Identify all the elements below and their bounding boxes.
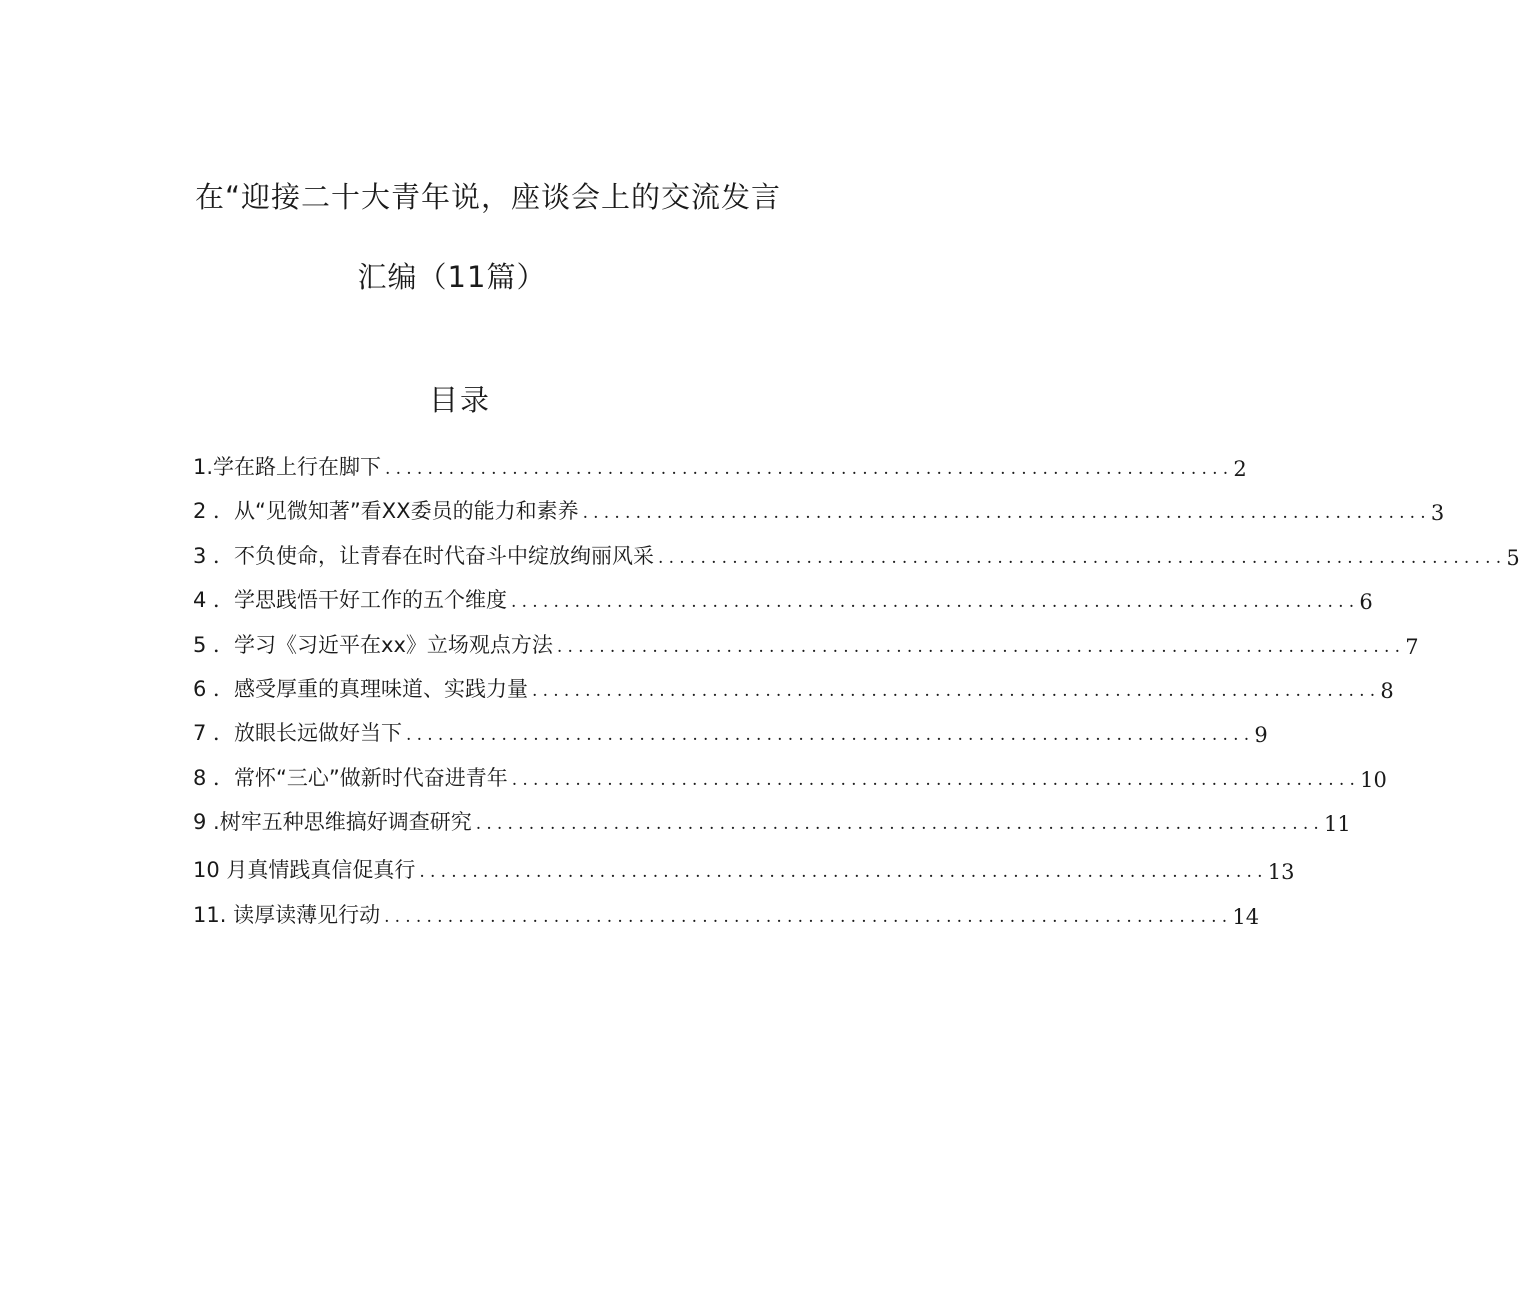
toc-leader-dots: ................................................................................ (511, 592, 1360, 612)
toc-entry-4[interactable] (193, 578, 1373, 614)
toc-entry-title: 7 ．放眼长远做好当下 (193, 721, 403, 745)
toc-entry-page: 3 (1430, 501, 1445, 525)
toc-entry-title: 11. 读厚读薄见行动 (193, 903, 381, 927)
document-title-line-2: 汇编（11篇） (357, 260, 547, 294)
toc-entry-page: 7 (1405, 635, 1419, 659)
toc-entry-6[interactable] (193, 667, 1394, 703)
toc-entry-title: 8 ．常怀“三心”做新时代奋进青年 (193, 766, 508, 790)
toc-heading: 目录 (428, 383, 491, 417)
toc-entry-title: 6 ．感受厚重的真理味道、实践力量 (193, 677, 529, 701)
toc-entry-page: 11 (1324, 812, 1351, 836)
toc-leader-dots: ................................................................................ (406, 725, 1255, 745)
toc-entry-title: 9 .树牢五种思维搞好调查研究 (193, 810, 472, 834)
toc-entry-page: 14 (1232, 905, 1260, 929)
toc-entry-5[interactable] (193, 623, 1419, 659)
toc-entry-8[interactable] (193, 756, 1387, 792)
toc-leader-dots: ................................................................................ (384, 907, 1233, 927)
toc-entry-title: 3 ．不负使命，让青春在时代奋斗中绽放绚丽风采 (193, 544, 655, 568)
toc-entry-2[interactable] (193, 489, 1445, 525)
toc-leader-dots: ................................................................................ (532, 681, 1381, 701)
toc-entry-10[interactable] (193, 848, 1295, 884)
toc-leader-dots: ................................................................................ (556, 637, 1406, 657)
toc-leader-dots: ................................................................................ (511, 770, 1361, 790)
toc-leader-dots: ................................................................................ (658, 548, 1507, 568)
toc-entry-page: 9 (1254, 723, 1268, 747)
toc-entry-page: 13 (1267, 860, 1295, 884)
toc-leader-dots: ................................................................................ (385, 459, 1234, 479)
toc-entry-page: 6 (1359, 590, 1373, 614)
toc-entry-page: 10 (1360, 768, 1387, 792)
toc-entry-7[interactable] (193, 711, 1268, 747)
toc-entry-page: 8 (1380, 679, 1394, 703)
toc-entry-title: 4 ．学思践悟干好工作的五个维度 (193, 588, 508, 612)
toc-entry-11[interactable] (193, 893, 1260, 929)
toc-entry-3[interactable] (193, 534, 1520, 570)
toc-entry-title: 1.学在路上行在脚下 (193, 455, 382, 479)
toc-entry-page: 2 (1233, 457, 1247, 481)
toc-entry-1[interactable] (193, 445, 1247, 481)
toc-entry-title: 2 ．从“见微知著”看XX委员的能力和素养 (193, 499, 579, 523)
toc-leader-dots: ................................................................................ (582, 503, 1431, 523)
toc-entry-page: 5 (1506, 546, 1520, 570)
toc-entry-9[interactable] (193, 800, 1351, 836)
toc-entry-title: 10 月真情践真信促真行 (193, 858, 416, 882)
document-title-line-1: 在“迎接二十大青年说，座谈会上的交流发言 (194, 180, 782, 214)
toc-leader-dots: ................................................................................ (475, 814, 1325, 834)
toc-entry-title: 5 ．学习《习近平在xx》立场观点方法 (193, 633, 553, 657)
toc-leader-dots: ................................................................................ (419, 862, 1268, 882)
